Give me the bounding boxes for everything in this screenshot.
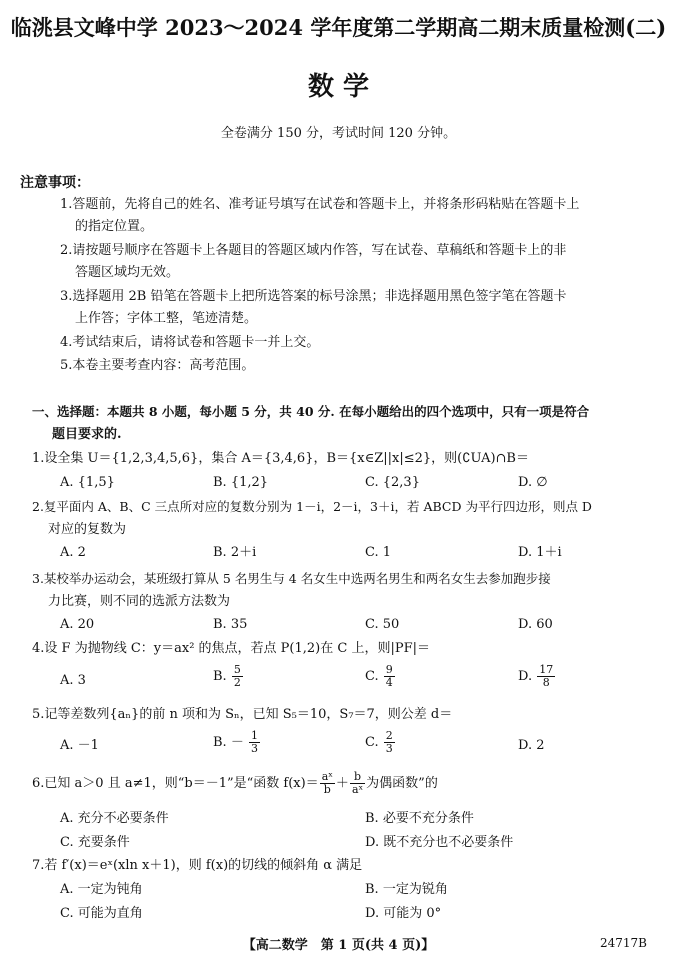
exam-info: 全卷满分 150 分，考试时间 120 分钟。 [220,126,457,141]
q7-option-a: A. 一定为钝角 [60,882,143,897]
q2-option-d: D. 1＋i [518,545,562,560]
q7-option-b: B. 一定为锐角 [365,882,448,897]
q1-option-a: A. {1,5} [60,475,115,490]
notice-line: 5.本卷主要考查内容：高考范围。 [60,358,255,373]
q2-option-a: A. 2 [60,545,86,560]
question-2-stem: 2.复平面内 A、B、C 三点所对应的复数分别为 1－i，2－i，3＋i，若 ABCD 为平行四边形，则点 D [32,499,592,514]
q2-option-c: C. 1 [365,545,392,560]
q1-option-b: B. {1,2} [213,475,269,490]
q5-option-c [365,730,396,755]
q6-option-d: D. 既不充分也不必要条件 [365,835,514,850]
q6-fraction-1: $\frac{\text{aˣ}}{b}$ [321,770,333,796]
notice-line: 1.答题前，先将自己的姓名、准考证号填写在试卷和答题卡上，并将条形码粘贴在答题卡上 [60,197,580,212]
q5-option-b-label: B. － [213,735,244,750]
paper-code: 24717B [600,936,647,950]
q7-option-d: D. 可能为 0° [365,906,442,921]
question-2-stem-cont: 对应的复数为 [48,522,127,537]
q6-option-c: C. 充要条件 [60,835,130,850]
question-1-stem: 1.设全集 U＝{1,2,3,4,5,6}，集合 A＝{3,4,6}，B＝{x∈Z||x|≤2}，则(∁UA)∩B＝ [32,451,529,466]
q1-option-d: D. ∅ [518,475,548,490]
q5-option-c-label: C. [365,735,379,750]
notice-line: 上作答；字体工整，笔迹清楚。 [75,311,258,326]
q4-option-c-fraction: $\frac{9}{4}$ [385,663,393,689]
section-heading: 一、选择题：本题共 8 小题，每小题 5 分，共 40 分. 在每小题给出的四个选项中，只有一项是符合 [32,404,590,419]
question-6-stem [32,770,438,798]
q6-option-b: B. 必要不充分条件 [365,811,474,826]
question-5-stem: 5.记等差数列{aₙ}的前 n 项和为 Sₙ，已知 S₅＝10，S₇＝7，则公差 d＝ [32,707,453,722]
q5-option-b-fraction: $\frac{1}{3}$ [250,729,258,755]
question-7-stem: 7.若 f′(x)＝eˣ(xln x＋1)，则 f(x)的切线的倾斜角 α 满足 [32,858,363,873]
q4-option-c [365,664,396,689]
q4-option-b-fraction: $\frac{5}{2}$ [233,663,241,689]
q5-option-d: D. 2 [518,738,545,753]
q6-fraction-2: $\frac{b}{\text{aˣ}}$ [351,770,364,796]
q1-option-c: C. {2,3} [365,475,420,490]
q3-option-d: D. 60 [518,617,553,632]
q5-option-b [213,730,261,755]
question-3-stem: 3.某校举办运动会，某班级打算从 5 名男生与 4 名女生中选两名男生和两名女生去参加跑步接 [32,571,551,586]
q5-option-a: A. －1 [60,738,99,753]
q2-option-b: B. 2＋i [213,545,257,560]
notice-line: 4.考试结束后，请将试卷和答题卡一并上交。 [60,335,320,350]
notice-line: 3.选择题用 2B 铅笔在答题卡上把所选答案的标号涂黑；非选择题用黑色签字笔在答题卡 [60,289,567,304]
q5-option-c-fraction: $\frac{2}{3}$ [385,729,393,755]
notice-title: 注意事项： [20,175,90,191]
exam-title: 临洮县文峰中学 2023～2024 学年度第二学期高二期末质量检测(二) [10,15,667,40]
q4-option-a: A. 3 [60,673,86,688]
q7-option-c: C. 可能为直角 [60,906,143,921]
q6-stem-prefix: 6.已知 a＞0 且 a≠1，则“b＝－1”是“函数 f(x)＝ [32,776,319,791]
q3-option-a: A. 20 [60,617,95,632]
q4-option-c-label: C. [365,669,379,684]
notice-line: 2.请按题号顺序在答题卡上各题目的答题区域内作答，写在试卷、草稿纸和答题卡上的非 [60,243,567,258]
q3-option-c: C. 50 [365,617,400,632]
section-heading-cont: 题目要求的. [52,427,122,442]
q6-option-a: A. 充分不必要条件 [60,811,169,826]
q6-plus: ＋ [335,776,349,791]
q6-stem-suffix: 为偶函数”的 [366,776,438,791]
q3-option-b: B. 35 [213,617,248,632]
subject-heading: 数 学 [307,72,370,102]
q4-option-b-label: B. [213,669,227,684]
page-footer: 【高二数学 第 1 页(共 4 页)】 [242,938,435,953]
q4-option-b [213,664,244,689]
question-3-stem-cont: 力比赛，则不同的选派方法数为 [48,594,231,609]
q4-option-d-fraction: $\frac{17}{8}$ [539,663,554,689]
notice-line: 的指定位置。 [75,219,154,234]
question-4-stem: 4.设 F 为抛物线 C：y＝ax² 的焦点，若点 P(1,2)在 C 上，则|PF|＝ [32,641,430,656]
q4-option-d-label: D. [518,669,533,684]
notice-line: 答题区域均无效。 [75,265,180,280]
q4-option-d [518,664,556,689]
